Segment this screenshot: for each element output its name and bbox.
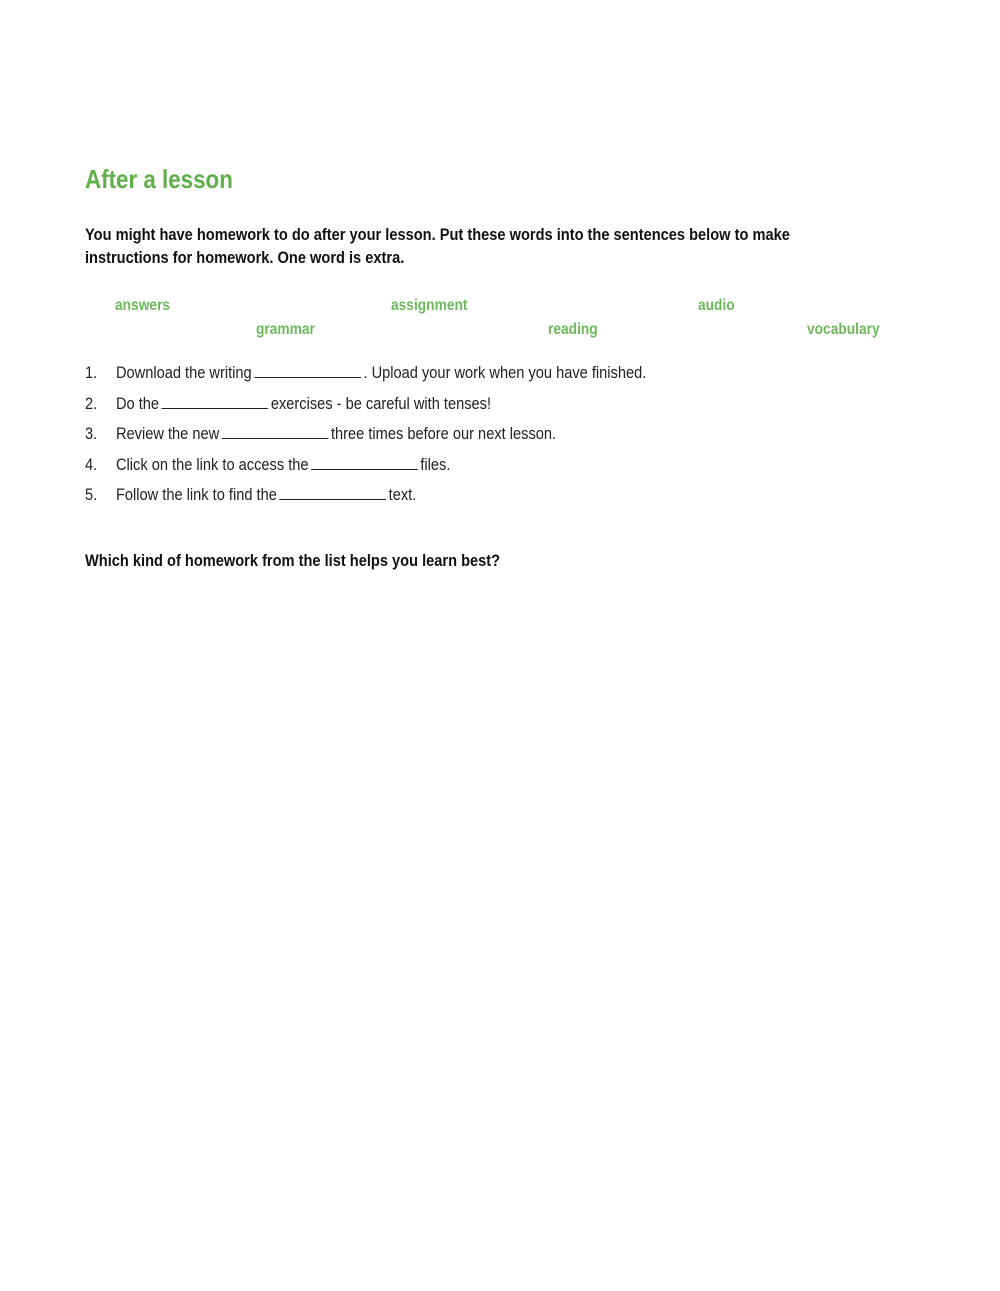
reflection-question: Which kind of homework from the list helps you learn best? bbox=[85, 551, 501, 570]
sentence-text-before: Click on the link to access the bbox=[115, 454, 309, 474]
sentence-text-after: files. bbox=[420, 454, 451, 474]
word-bank-item-reading[interactable]: reading bbox=[548, 321, 598, 338]
sentence-text-before: Download the writing bbox=[115, 363, 252, 382]
word-bank-item-vocabulary[interactable]: vocabulary bbox=[807, 321, 880, 338]
sentence-number: 3. bbox=[85, 424, 98, 444]
sentence-4 bbox=[85, 454, 646, 485]
blank-4-drop-target[interactable] bbox=[311, 455, 418, 470]
instructions-text: You might have homework to do after your lesson. Put these words into the sentences below to make instructions for homework. One word is extra. bbox=[85, 225, 790, 267]
sentence-text-before: Do the bbox=[115, 393, 160, 413]
sentence-text-after: text. bbox=[388, 485, 417, 505]
sentence-5 bbox=[85, 484, 646, 515]
blank-3-drop-target[interactable] bbox=[222, 424, 329, 439]
blank-2-drop-target[interactable] bbox=[162, 394, 269, 409]
sentence-text-before: Review the new bbox=[115, 424, 220, 444]
blank-5-drop-target[interactable] bbox=[279, 485, 386, 500]
sentence-text-after: . Upload your work when you have finished. bbox=[363, 363, 647, 382]
sentence-number: 1. bbox=[85, 363, 98, 382]
sentence-list bbox=[85, 362, 738, 515]
sentence-1 bbox=[85, 362, 646, 393]
word-bank-item-audio[interactable]: audio bbox=[698, 297, 735, 314]
word-bank-item-assignment[interactable]: assignment bbox=[391, 297, 468, 314]
sentence-text-before: Follow the link to find the bbox=[115, 485, 277, 505]
sentence-number: 4. bbox=[85, 454, 98, 474]
sentence-2 bbox=[85, 393, 646, 424]
word-bank-item-grammar[interactable]: grammar bbox=[256, 321, 315, 338]
sentence-3 bbox=[85, 423, 646, 454]
page-title: After a lesson bbox=[85, 164, 233, 194]
blank-1-drop-target[interactable] bbox=[254, 363, 361, 378]
sentence-number: 2. bbox=[85, 393, 98, 413]
word-bank-item-answers[interactable]: answers bbox=[115, 297, 171, 314]
sentence-text-after: three times before our next lesson. bbox=[330, 424, 557, 444]
sentence-text-after: exercises - be careful with tenses! bbox=[270, 393, 492, 413]
sentence-number: 5. bbox=[85, 485, 98, 505]
